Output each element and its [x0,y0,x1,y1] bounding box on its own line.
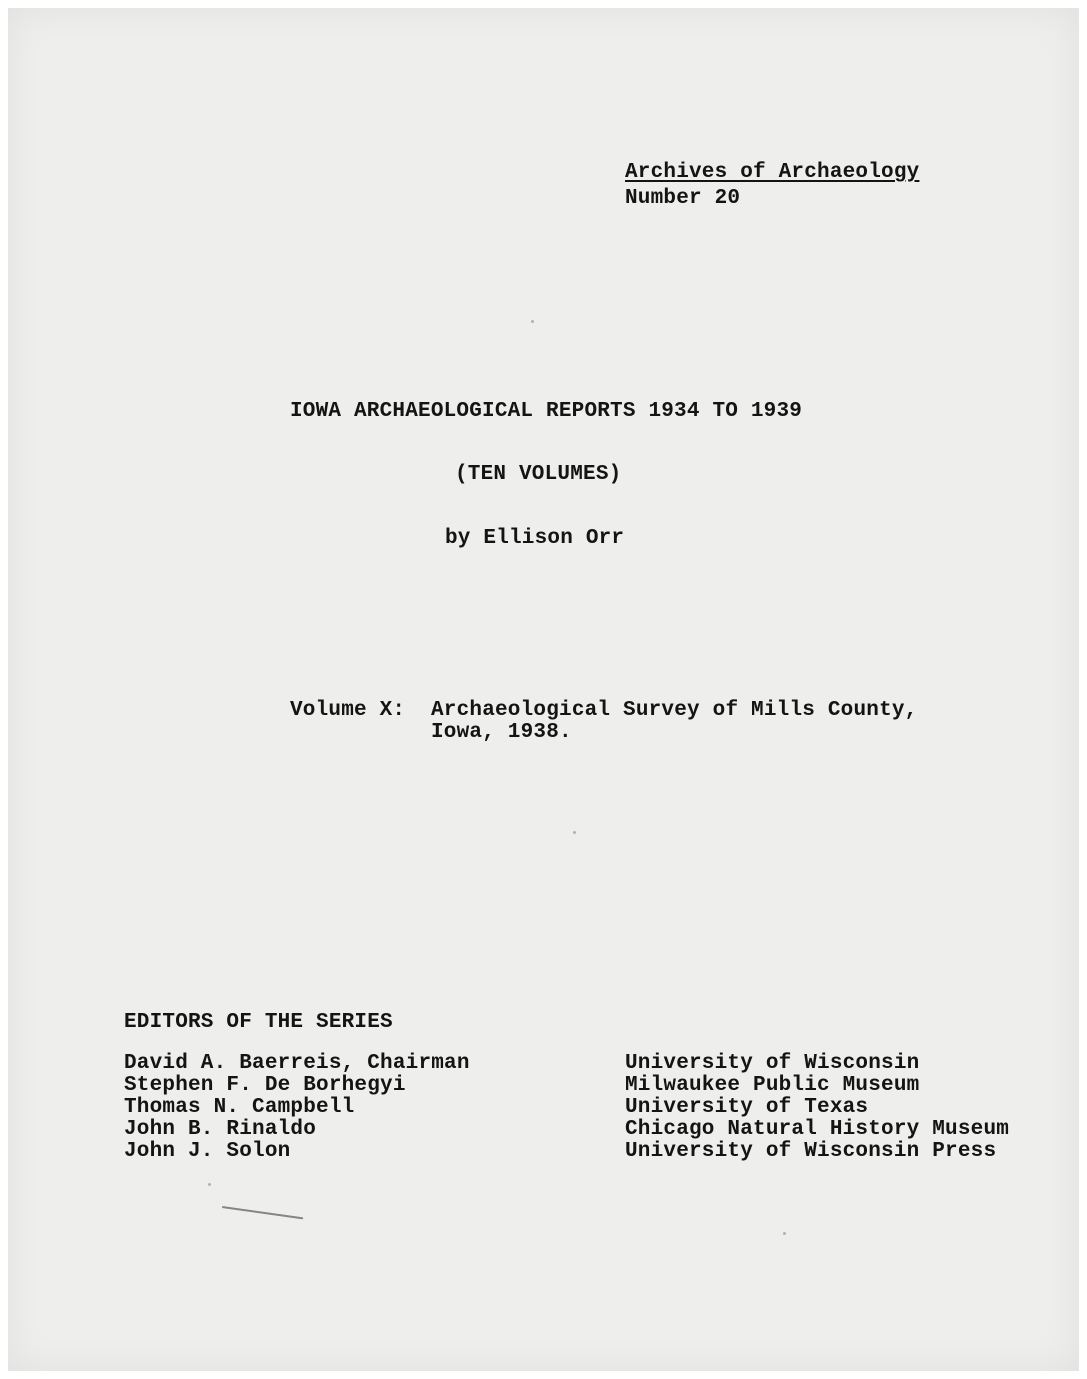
paper-speck [573,831,576,834]
series-title: Archives of Archaeology [625,161,920,184]
document-page [8,8,1079,1371]
volume-title-line-2: Iowa, 1938. [431,721,572,744]
editor-affiliation: Chicago Natural History Museum [625,1118,1010,1141]
editor-affiliation: Milwaukee Public Museum [625,1074,920,1097]
editor-name: Thomas N. Campbell [124,1096,355,1119]
editor-name: Stephen F. De Borhegyi [124,1074,406,1097]
paper-speck [783,1232,786,1235]
pen-stroke-mark [222,1206,303,1219]
editor-affiliation: University of Wisconsin Press [625,1140,997,1163]
paper-speck [531,320,534,323]
author-line: by Ellison Orr [445,527,625,550]
editor-name: John J. Solon [124,1140,291,1163]
editor-affiliation: University of Texas [625,1096,869,1119]
volume-label: Volume X: [290,699,406,722]
editor-name: John B. Rinaldo [124,1118,317,1141]
volume-title-line-1: Archaeological Survey of Mills County, [431,699,918,722]
series-number: Number 20 [625,187,741,210]
volumes-note: (TEN VOLUMES) [455,463,622,486]
editor-affiliation: University of Wisconsin [625,1052,920,1075]
report-title: IOWA ARCHAEOLOGICAL REPORTS 1934 TO 1939 [290,400,803,423]
paper-speck [208,1183,211,1186]
editor-name: David A. Baerreis, Chairman [124,1052,470,1075]
editors-heading: EDITORS OF THE SERIES [124,1011,393,1034]
